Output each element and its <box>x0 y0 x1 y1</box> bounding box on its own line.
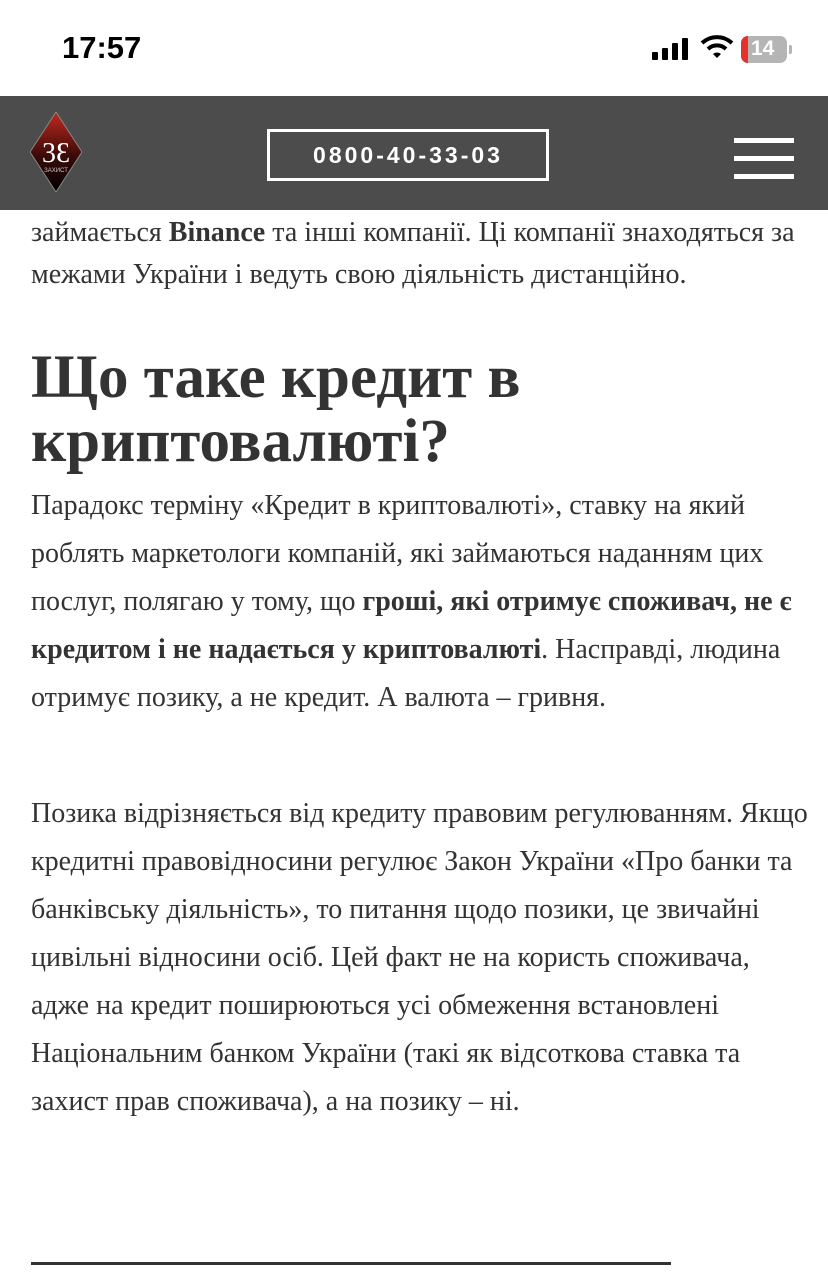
svg-text:ЗАХИСТ: ЗАХИСТ <box>44 168 68 174</box>
battery-level: 14 <box>751 37 775 60</box>
menu-icon[interactable] <box>734 138 794 192</box>
site-header <box>0 96 828 210</box>
article-paragraph-2: Позика відрізняється від кредиту правовим регулюванням. Якщо кредитні правовідносини регулює Закон України «Про банки та банківську діяльність», то питання щодо позики, це звичайні цивільні відносини осіб. Цей факт не на користь споживача, адже на кредит поширюються усі обмеження встановлені Національним банком України (такі як відсоткова ставка та захист прав споживача), а на позику – ні. <box>31 798 808 1117</box>
wifi-icon <box>700 34 734 60</box>
article-paragraph-1: Парадокс терміну «Кредит в криптовалюті», ставку на який роблять маркетологи компаній, які займаються наданням цих послуг, полягаю у тому, що гроші, які отримує споживач, не є кредитом і не надається у криптовалюті. Насправді, людина отримує позику, а не кредит. А валюта – гривня. <box>31 490 792 713</box>
battery-icon <box>741 36 787 63</box>
cellular-signal-icon <box>652 38 688 60</box>
logo[interactable] <box>30 112 82 192</box>
divider <box>31 1262 671 1265</box>
scrolled-text-behind-header: займається Binance та інші компанії. Ці компанії знаходяться за межами України і ведуть свою діяльність дистанційно. <box>31 217 795 290</box>
status-time: 17:57 <box>62 30 142 65</box>
svg-text:3Ɛ: 3Ɛ <box>41 138 71 169</box>
status-bar <box>0 0 828 96</box>
article-heading: Що таке кредит в криптовалюті? <box>31 344 521 475</box>
phone-button[interactable]: 0800-40-33-03 <box>267 129 549 181</box>
